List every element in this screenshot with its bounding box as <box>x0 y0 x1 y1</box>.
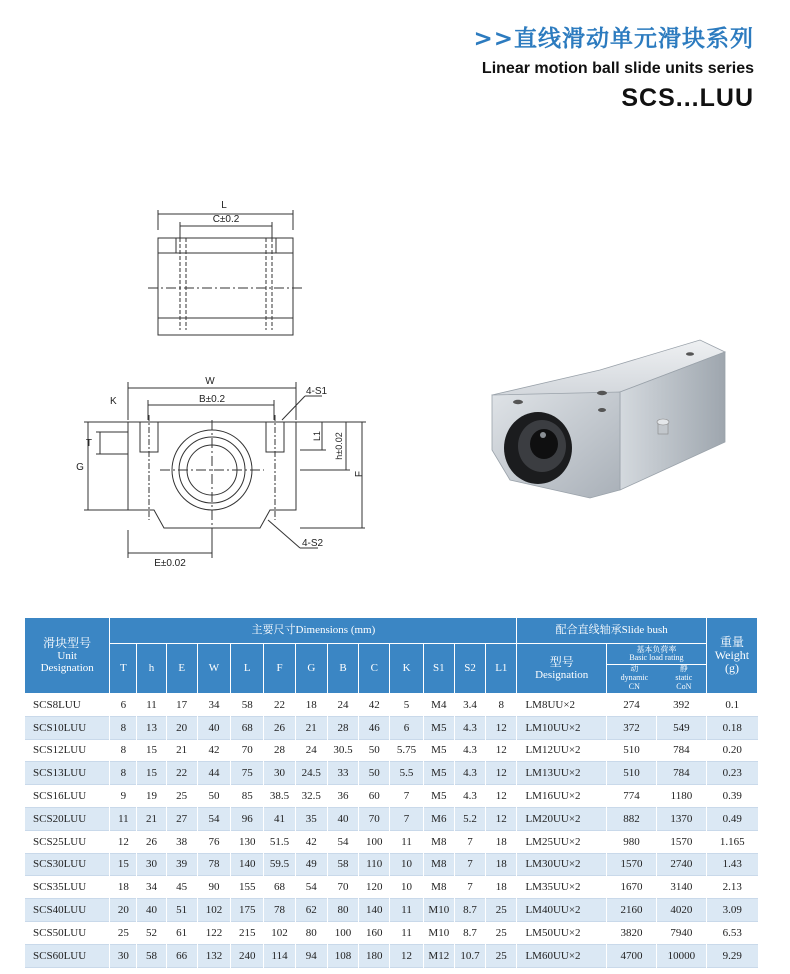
table-cell: 10000 <box>656 944 706 967</box>
model-series: SCS...LUU <box>621 84 754 112</box>
table-cell: 13 <box>137 716 166 739</box>
table-cell: 7940 <box>656 921 706 944</box>
table-cell: 102 <box>264 921 295 944</box>
label-G: G <box>76 462 84 473</box>
table-cell: 2.13 <box>706 876 757 899</box>
table-cell: 25 <box>486 944 517 967</box>
table-cell: 54 <box>197 807 230 830</box>
table-cell: 4.3 <box>454 785 485 808</box>
table-cell: 11 <box>390 830 423 853</box>
header-unit-en: Unit Designation <box>40 650 94 675</box>
table-cell: 0.20 <box>706 739 757 762</box>
table-cell: 15 <box>110 853 137 876</box>
table-cell: 215 <box>231 921 264 944</box>
table-cell: 40 <box>327 807 358 830</box>
table-cell: 34 <box>197 694 230 717</box>
header-unit-cn: 滑块型号 <box>43 635 92 650</box>
table-cell: 5.5 <box>390 762 423 785</box>
table-cell: 59.5 <box>264 853 295 876</box>
table-cell: 5.2 <box>454 807 485 830</box>
header-dim-W: W <box>197 644 230 694</box>
table-cell: 62 <box>295 899 327 922</box>
table-cell: 100 <box>327 921 358 944</box>
table-cell: 122 <box>197 921 230 944</box>
table-cell: 40 <box>197 716 230 739</box>
table-cell: 38.5 <box>264 785 295 808</box>
label-C: C±0.2 <box>212 214 240 225</box>
unit-designation-cell: SCS13LUU <box>25 762 110 785</box>
header-dim-B: B <box>327 644 358 694</box>
table-cell: 114 <box>264 944 295 967</box>
table-cell: LM10UU×2 <box>517 716 607 739</box>
table-cell: 155 <box>231 876 264 899</box>
table-cell: 12 <box>486 739 517 762</box>
header-weight-cn: 重量 <box>719 634 744 649</box>
table-cell: 1570 <box>656 830 706 853</box>
table-cell: 2160 <box>606 899 656 922</box>
label-S2: 4-S2 <box>302 538 324 549</box>
table-row <box>25 876 758 899</box>
table-cell: 17 <box>166 694 197 717</box>
table-cell: 68 <box>231 716 264 739</box>
header-dim-E: E <box>166 644 197 694</box>
table-cell: 18 <box>486 830 517 853</box>
table-cell: 90 <box>197 876 230 899</box>
table-cell: 12 <box>486 785 517 808</box>
table-cell: 42 <box>295 830 327 853</box>
table-cell: 58 <box>327 853 358 876</box>
unit-designation-cell: SCS16LUU <box>25 785 110 808</box>
table-cell: 12 <box>486 716 517 739</box>
table-cell: 1.43 <box>706 853 757 876</box>
table-cell: 510 <box>606 762 656 785</box>
table-cell: LM20UU×2 <box>517 807 607 830</box>
table-row <box>25 899 758 922</box>
label-F: F <box>354 470 365 478</box>
table-cell: 5 <box>390 694 423 717</box>
table-cell: 39 <box>166 853 197 876</box>
table-cell: 11 <box>390 899 423 922</box>
table-cell: 4.3 <box>454 739 485 762</box>
unit-designation-cell: SCS60LUU <box>25 944 110 967</box>
table-cell: 132 <box>197 944 230 967</box>
table-cell: 60 <box>359 785 390 808</box>
table-cell: 58 <box>137 944 166 967</box>
table-cell: 21 <box>137 807 166 830</box>
table-cell: 110 <box>359 853 390 876</box>
table-cell: LM30UU×2 <box>517 853 607 876</box>
header-designation-cn: 型号 <box>549 654 574 669</box>
header-weight <box>706 618 757 694</box>
table-cell: 9.29 <box>706 944 757 967</box>
table-cell: 12 <box>390 944 423 967</box>
table-cell: 50 <box>359 739 390 762</box>
table-cell: 28 <box>327 716 358 739</box>
table-cell: 44 <box>197 762 230 785</box>
table-cell: 11 <box>390 921 423 944</box>
unit-designation-cell: SCS12LUU <box>25 739 110 762</box>
table-cell: 1570 <box>606 853 656 876</box>
table-cell: 7 <box>390 785 423 808</box>
header-dim-T: T <box>110 644 137 694</box>
table-cell: 85 <box>231 785 264 808</box>
table-cell: 96 <box>231 807 264 830</box>
table-cell: 7 <box>390 807 423 830</box>
top-view-drawing <box>130 190 330 360</box>
header-dim-h: h <box>137 644 166 694</box>
page-title-en: Linear motion ball slide units series <box>481 60 754 77</box>
label-B: B±0.2 <box>198 394 226 405</box>
table-cell: 175 <box>231 899 264 922</box>
label-h: h±0.02 <box>334 432 344 460</box>
table-cell: 0.49 <box>706 807 757 830</box>
table-cell: 0.39 <box>706 785 757 808</box>
table-cell: LM60UU×2 <box>517 944 607 967</box>
label-S1: 4-S1 <box>306 386 328 397</box>
table-cell: 8 <box>486 694 517 717</box>
table-cell: 1670 <box>606 876 656 899</box>
table-cell: 28 <box>264 739 295 762</box>
table-cell: 4.3 <box>454 762 485 785</box>
table-cell: 51 <box>166 899 197 922</box>
table-cell: M6 <box>423 807 454 830</box>
table-cell: 49 <box>295 853 327 876</box>
table-cell: 8 <box>110 762 137 785</box>
table-cell: 21 <box>295 716 327 739</box>
table-cell: LM16UU×2 <box>517 785 607 808</box>
table-cell: 6.53 <box>706 921 757 944</box>
table-cell: 80 <box>327 899 358 922</box>
table-cell: 784 <box>656 762 706 785</box>
table-cell: 4020 <box>656 899 706 922</box>
table-cell: M5 <box>423 716 454 739</box>
table-cell: 1.165 <box>706 830 757 853</box>
table-cell: 882 <box>606 807 656 830</box>
table-cell: 0.1 <box>706 694 757 717</box>
table-cell: 70 <box>327 876 358 899</box>
header-dim-L1: L1 <box>486 644 517 694</box>
spec-table <box>24 617 758 968</box>
table-cell: 12 <box>110 830 137 853</box>
table-cell: 41 <box>264 807 295 830</box>
header-static-cn: 静 <box>679 664 688 674</box>
unit-designation-cell: SCS20LUU <box>25 807 110 830</box>
table-cell: M12 <box>423 944 454 967</box>
table-cell: 75 <box>231 762 264 785</box>
table-cell: 160 <box>359 921 390 944</box>
page-title-cn: >>直线滑动单元滑块系列 <box>473 26 754 52</box>
table-cell: 46 <box>359 716 390 739</box>
table-cell: 24.5 <box>295 762 327 785</box>
table-cell: 10 <box>390 876 423 899</box>
table-cell: 12 <box>486 807 517 830</box>
header-dim-G: G <box>295 644 327 694</box>
table-cell: LM12UU×2 <box>517 739 607 762</box>
table-cell: 68 <box>264 876 295 899</box>
header-designation-en: Designation <box>535 669 589 682</box>
table-cell: 70 <box>359 807 390 830</box>
table-cell: 42 <box>359 694 390 717</box>
table-row <box>25 694 758 717</box>
product-image <box>480 330 730 530</box>
table-cell: 8.7 <box>454 899 485 922</box>
table-cell: 70 <box>231 739 264 762</box>
table-cell: 549 <box>656 716 706 739</box>
table-cell: M8 <box>423 876 454 899</box>
table-cell: 58 <box>231 694 264 717</box>
table-cell: 392 <box>656 694 706 717</box>
table-cell: 45 <box>166 876 197 899</box>
table-cell: 26 <box>137 830 166 853</box>
table-cell: 1370 <box>656 807 706 830</box>
table-cell: 980 <box>606 830 656 853</box>
table-cell: 0.18 <box>706 716 757 739</box>
header-load-cn: 基本负荷率 <box>636 644 677 654</box>
label-W: W <box>205 376 215 387</box>
table-cell: M5 <box>423 762 454 785</box>
header-dimensions: 主要尺寸Dimensions (mm) <box>110 618 517 644</box>
table-cell: 1180 <box>656 785 706 808</box>
header-dynamic-sym: CN <box>628 681 640 691</box>
table-cell: 5.75 <box>390 739 423 762</box>
table-cell: 10 <box>390 853 423 876</box>
table-cell: 78 <box>264 899 295 922</box>
header-dim-S2: S2 <box>454 644 485 694</box>
table-cell: 54 <box>327 830 358 853</box>
table-cell: 784 <box>656 739 706 762</box>
table-cell: 22 <box>264 694 295 717</box>
table-cell: 34 <box>137 876 166 899</box>
table-cell: 108 <box>327 944 358 967</box>
table-cell: 8 <box>110 739 137 762</box>
table-cell: M10 <box>423 899 454 922</box>
table-cell: 94 <box>295 944 327 967</box>
table-row <box>25 739 758 762</box>
table-cell: 12 <box>486 762 517 785</box>
table-row <box>25 921 758 944</box>
table-cell: 25 <box>166 785 197 808</box>
label-L: L <box>221 200 227 211</box>
table-cell: 38 <box>166 830 197 853</box>
table-cell: 52 <box>137 921 166 944</box>
unit-designation-cell: SCS50LUU <box>25 921 110 944</box>
table-cell: LM40UU×2 <box>517 899 607 922</box>
header-dim-S1: S1 <box>423 644 454 694</box>
table-cell: 8.7 <box>454 921 485 944</box>
table-cell: 4.3 <box>454 716 485 739</box>
table-cell: 372 <box>606 716 656 739</box>
table-cell: 18 <box>295 694 327 717</box>
table-cell: 24 <box>295 739 327 762</box>
header-dim-L: L <box>231 644 264 694</box>
header-bush-designation <box>517 644 607 694</box>
table-cell: 30 <box>264 762 295 785</box>
table-cell: 40 <box>137 899 166 922</box>
table-cell: 54 <box>295 876 327 899</box>
table-cell: 7 <box>454 830 485 853</box>
table-row <box>25 830 758 853</box>
header-weight-en: Weight <box>714 647 750 662</box>
table-cell: M5 <box>423 739 454 762</box>
table-cell: 21 <box>166 739 197 762</box>
table-cell: 30.5 <box>327 739 358 762</box>
table-cell: 26 <box>264 716 295 739</box>
table-cell: 10.7 <box>454 944 485 967</box>
header-unit-designation <box>25 618 110 694</box>
header-dynamic-cn: 动 <box>630 664 639 674</box>
header-static-en: static <box>675 672 693 682</box>
spec-table-body <box>25 694 758 968</box>
table-cell: 8 <box>110 716 137 739</box>
header-load-en: Basic load rating <box>607 654 706 665</box>
table-cell: M10 <box>423 921 454 944</box>
header-dim-F: F <box>264 644 295 694</box>
table-cell: 130 <box>231 830 264 853</box>
table-cell: 20 <box>166 716 197 739</box>
table-cell: 240 <box>231 944 264 967</box>
table-cell: 180 <box>359 944 390 967</box>
table-cell: 76 <box>197 830 230 853</box>
table-cell: 274 <box>606 694 656 717</box>
table-cell: 50 <box>359 762 390 785</box>
table-cell: 18 <box>110 876 137 899</box>
table-cell: 30 <box>110 944 137 967</box>
table-cell: 25 <box>486 921 517 944</box>
table-cell: 140 <box>359 899 390 922</box>
table-cell: 42 <box>197 739 230 762</box>
table-cell: 25 <box>110 921 137 944</box>
table-cell: M8 <box>423 830 454 853</box>
table-cell: 66 <box>166 944 197 967</box>
table-row <box>25 807 758 830</box>
table-cell: 100 <box>359 830 390 853</box>
table-cell: 24 <box>327 694 358 717</box>
table-cell: M5 <box>423 785 454 808</box>
label-L1: L1 <box>312 430 322 442</box>
table-cell: 102 <box>197 899 230 922</box>
table-cell: LM13UU×2 <box>517 762 607 785</box>
table-cell: LM25UU×2 <box>517 830 607 853</box>
table-cell: 510 <box>606 739 656 762</box>
table-cell: 9 <box>110 785 137 808</box>
table-cell: 140 <box>231 853 264 876</box>
table-row <box>25 762 758 785</box>
table-cell: 51.5 <box>264 830 295 853</box>
table-cell: 50 <box>197 785 230 808</box>
header-load-rating <box>606 644 706 694</box>
label-T: T <box>85 438 92 449</box>
table-cell: 15 <box>137 762 166 785</box>
table-cell: 33 <box>327 762 358 785</box>
header-static-sym: CoN <box>676 681 692 691</box>
table-cell: 3140 <box>656 876 706 899</box>
front-view-drawing <box>60 370 380 570</box>
table-cell: 3820 <box>606 921 656 944</box>
unit-designation-cell: SCS25LUU <box>25 830 110 853</box>
table-cell: 15 <box>137 739 166 762</box>
table-cell: 3.4 <box>454 694 485 717</box>
table-cell: 61 <box>166 921 197 944</box>
unit-designation-cell: SCS10LUU <box>25 716 110 739</box>
header-dim-C: C <box>359 644 390 694</box>
table-cell: 3.09 <box>706 899 757 922</box>
header-weight-unit: (g) <box>724 661 739 676</box>
table-cell: 35 <box>295 807 327 830</box>
table-cell: 120 <box>359 876 390 899</box>
table-row <box>25 944 758 967</box>
table-cell: 6 <box>390 716 423 739</box>
header-dim-K: K <box>390 644 423 694</box>
label-E: E±0.02 <box>154 558 186 569</box>
unit-designation-cell: SCS35LUU <box>25 876 110 899</box>
table-cell: 774 <box>606 785 656 808</box>
table-cell: 30 <box>137 853 166 876</box>
table-cell: 6 <box>110 694 137 717</box>
table-cell: M4 <box>423 694 454 717</box>
unit-designation-cell: SCS40LUU <box>25 899 110 922</box>
header-slide-bush: 配合直线轴承Slide bush <box>517 618 706 644</box>
table-cell: 80 <box>295 921 327 944</box>
table-cell: 11 <box>137 694 166 717</box>
unit-designation-cell: SCS30LUU <box>25 853 110 876</box>
table-cell: 36 <box>327 785 358 808</box>
table-row <box>25 853 758 876</box>
table-cell: 4700 <box>606 944 656 967</box>
table-cell: LM8UU×2 <box>517 694 607 717</box>
table-cell: 22 <box>166 762 197 785</box>
table-cell: LM50UU×2 <box>517 921 607 944</box>
table-cell: 7 <box>454 853 485 876</box>
table-cell: LM35UU×2 <box>517 876 607 899</box>
table-cell: 7 <box>454 876 485 899</box>
table-cell: 18 <box>486 853 517 876</box>
label-K: K <box>110 396 117 407</box>
table-cell: 78 <box>197 853 230 876</box>
table-cell: M8 <box>423 853 454 876</box>
table-cell: 20 <box>110 899 137 922</box>
table-row <box>25 716 758 739</box>
table-cell: 27 <box>166 807 197 830</box>
table-cell: 2740 <box>656 853 706 876</box>
table-row <box>25 785 758 808</box>
table-cell: 18 <box>486 876 517 899</box>
table-cell: 0.23 <box>706 762 757 785</box>
table-cell: 19 <box>137 785 166 808</box>
table-cell: 11 <box>110 807 137 830</box>
table-cell: 32.5 <box>295 785 327 808</box>
header-dynamic-en: dynamic <box>620 672 649 682</box>
table-cell: 25 <box>486 899 517 922</box>
unit-designation-cell: SCS8LUU <box>25 694 110 717</box>
